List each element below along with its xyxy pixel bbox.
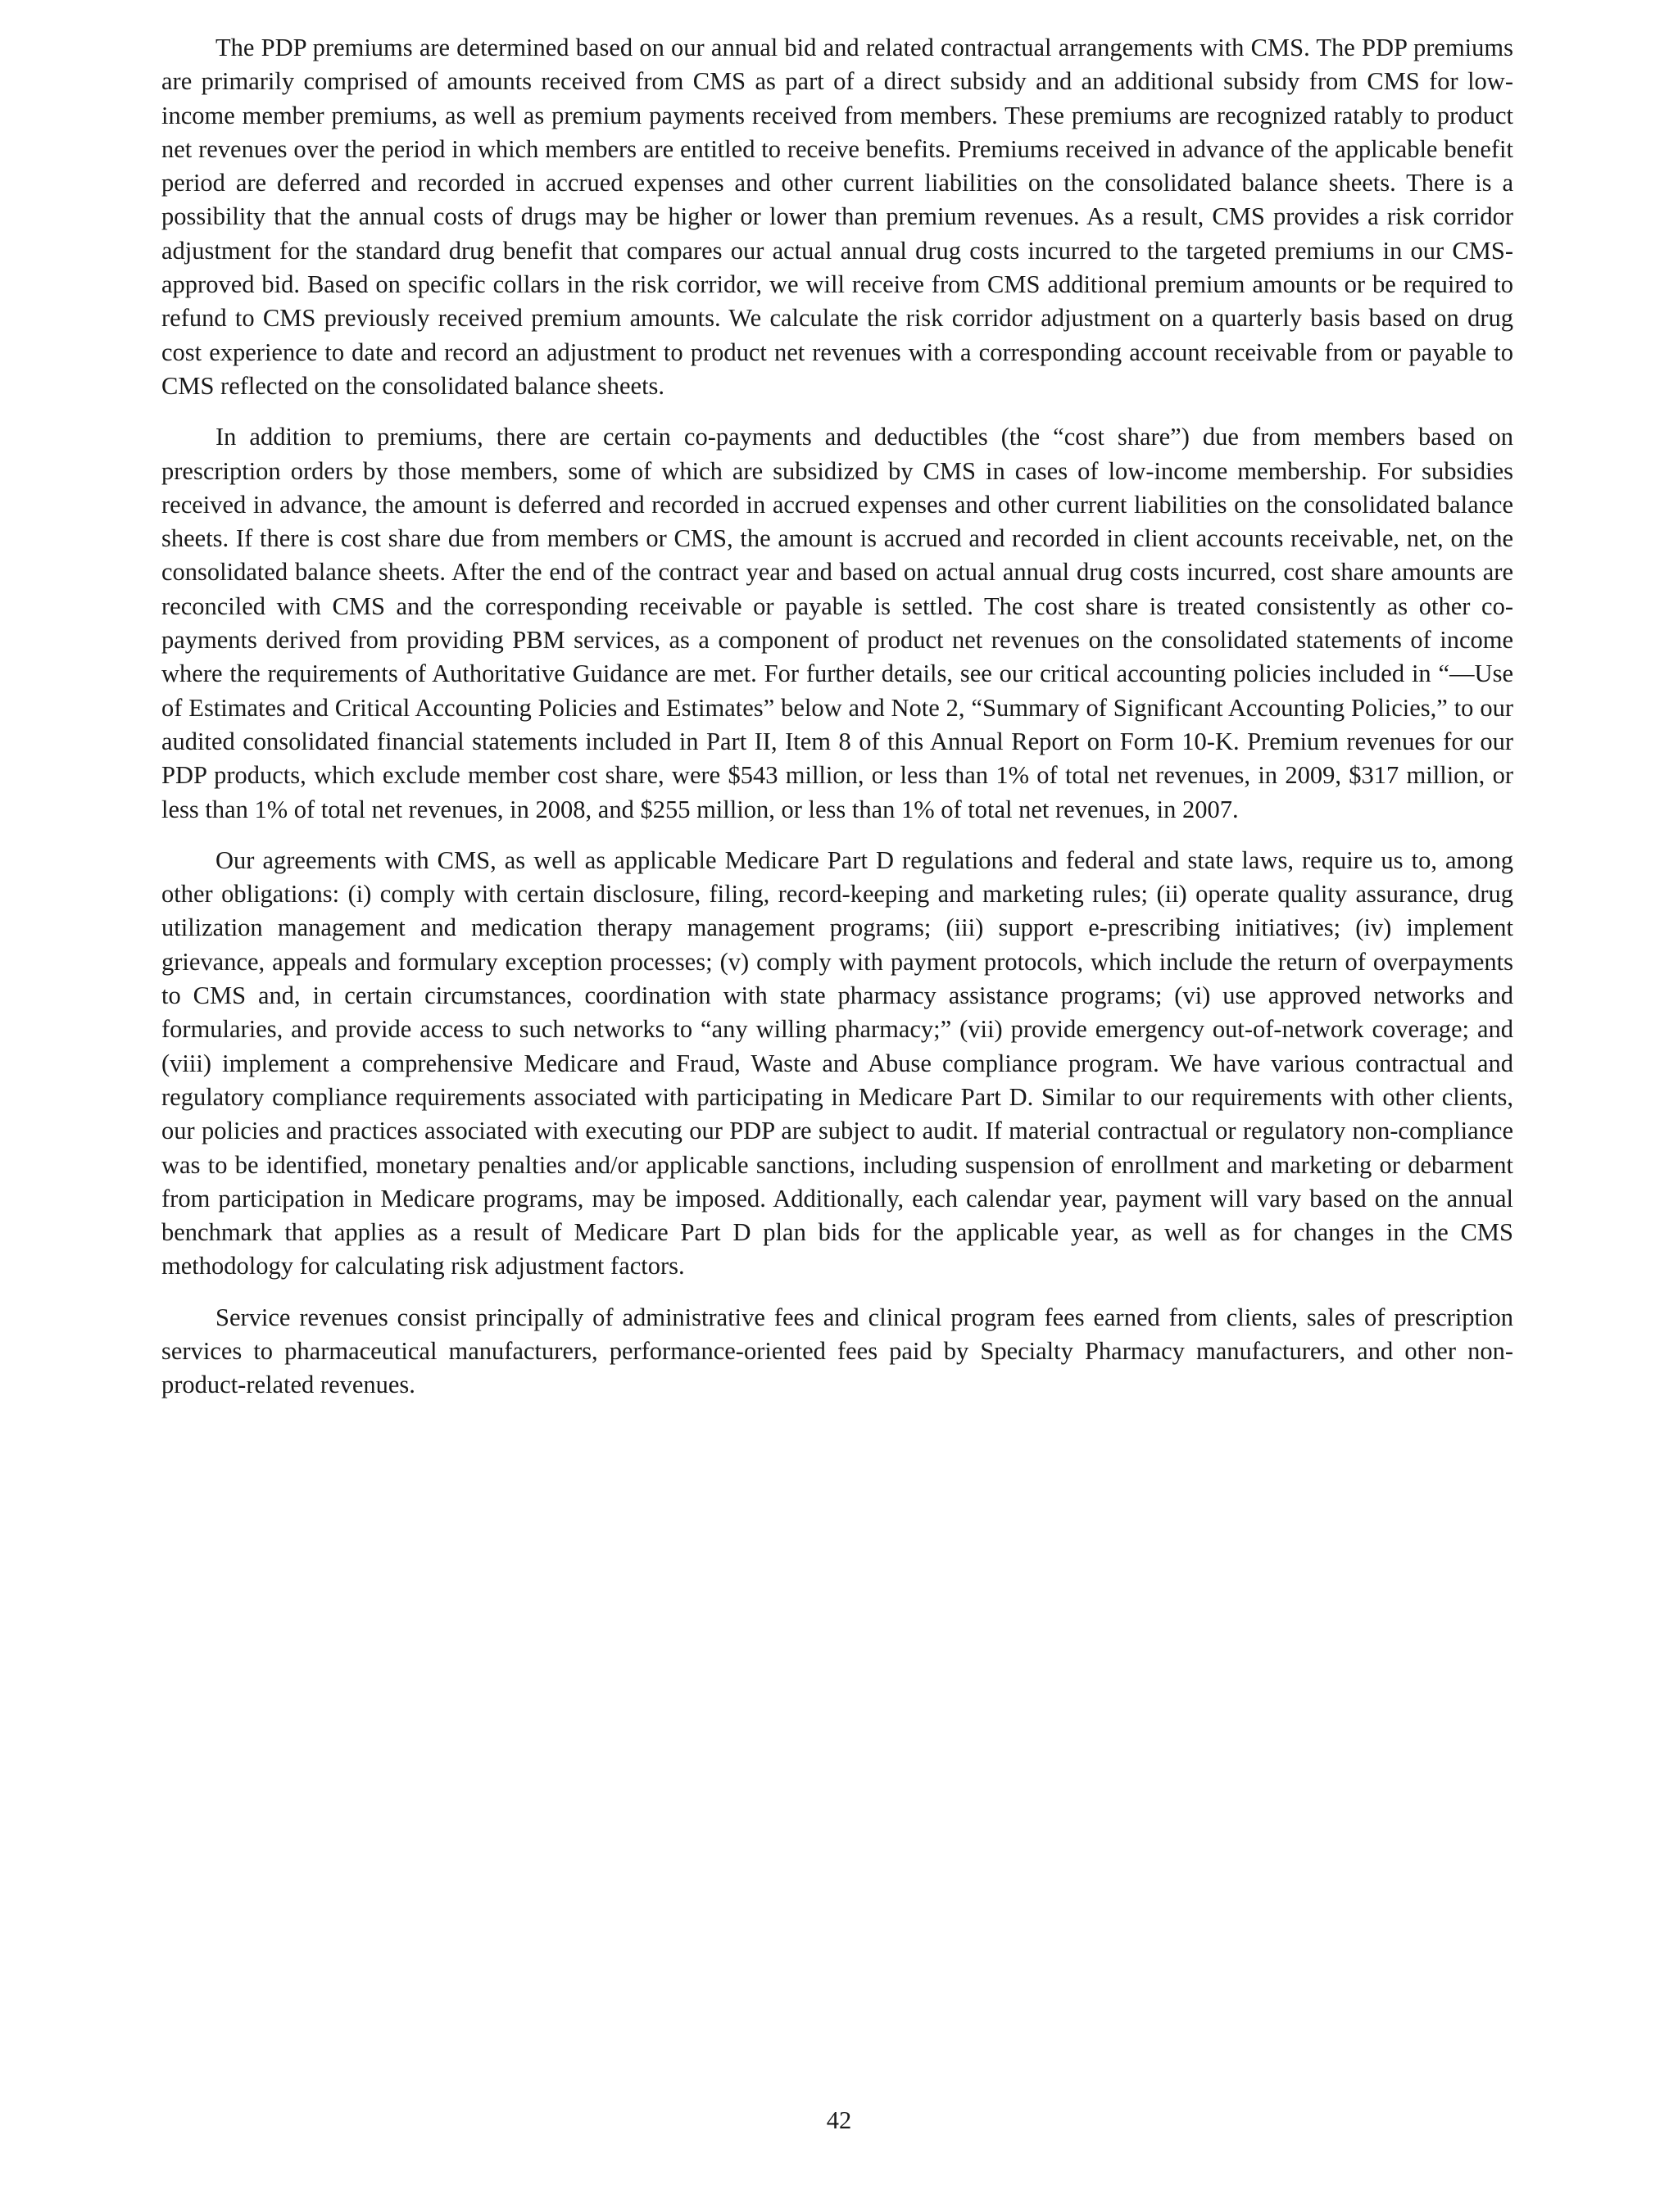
paragraph-pdp-premiums: The PDP premiums are determined based on our annual bid and related contractual arrangements with CMS. The PDP premiums are primarily comprised of amounts received from CMS as part of a direct subsidy and an additional subsidy from CMS for low-income member premiums, as well as premium payments received from members. These premiums are recognized ratably to product net revenues over the period in which members are entitled to receive benefits. Premiums received in advance of the applicable benefit period are deferred and recorded in accrued expenses and other current liabilities on the consolidated balance sheets. There is a possibility that the annual costs of drugs may be higher or lower than premium revenues. As a result, CMS provides a risk corridor adjustment for the standard drug benefit that compares our actual annual drug costs incurred to the targeted premiums in our CMS-approved bid. Based on specific collars in the risk corridor, we will receive from CMS additional premium amounts or be required to refund to CMS previously received premium amounts. We calculate the risk corridor adjustment on a quarterly basis based on drug cost experience to date and record an adjustment to product net revenues with a corresponding account receivable from or payable to CMS reflected on the consolidated balance sheets.: [161, 34, 1513, 400]
paragraph-cost-share: In addition to premiums, there are certain co-payments and deductibles (the “cost share”) due from members based on prescription orders by those members, some of which are subsidized by CMS in cases of low-income membership. For subsidies received in advance, the amount is deferred and recorded in accrued expenses and other current liabilities on the consolidated balance sheets. If there is cost share due from members or CMS, the amount is accrued and recorded in client accounts receivable, net, on the consolidated balance sheets. After the end of the contract year and based on actual annual drug costs incurred, cost share amounts are reconciled with CMS and the corresponding receivable or payable is settled. The cost share is treated consistently as other co-payments derived from providing PBM services, as a component of product net revenues on the consolidated statements of income where the requirements of Authoritative Guidance are met. For further details, see our critical accounting policies included in “—Use of Estimates and Critical Accounting Policies and Estimates” below and Note 2, “Summary of Significant Accounting Policies,” to our audited consolidated financial statements included in Part II, Item 8 of this Annual Report on Form 10-K. Premium revenues for our PDP products, which exclude member cost share, were $543 million, or less than 1% of total net revenues, in 2009, $317 million, or less than 1% of total net revenues, in 2008, and $255 million, or less than 1% of total net revenues, in 2007.: [161, 423, 1513, 823]
page-number: 42: [826, 2106, 852, 2134]
paragraph-cms-agreements: Our agreements with CMS, as well as applicable Medicare Part D regulations and federal and state laws, require us to, among other obligations: (i) comply with certain disclosure, filing, record-keeping and marketing rules; (ii) operate quality assurance, drug utilization management and medication therapy management programs; (iii) support e-prescribing initiatives; (iv) implement grievance, appeals and formulary exception processes; (v) comply with payment protocols, which include the return of overpayments to CMS and, in certain circumstances, coordination with state pharmacy assistance programs; (vi) use approved networks and formularies, and provide access to such networks to “any willing pharmacy;” (vii) provide emergency out-of-network coverage; and (viii) implement a comprehensive Medicare and Fraud, Waste and Abuse compliance program. We have various contractual and regulatory compliance requirements associated with participating in Medicare Part D. Similar to our requirements with other clients, our policies and practices associated with executing our PDP are subject to audit. If material contractual or regulatory non-compliance was to be identified, monetary penalties and/or applicable sanctions, including suspension of enrollment and marketing or debarment from participation in Medicare programs, may be imposed. Additionally, each calendar year, payment will vary based on the annual benchmark that applies as a result of Medicare Part D plan bids for the applicable year, as well as for changes in the CMS methodology for calculating risk adjustment factors.: [161, 845, 1513, 1281]
body-text: [161, 31, 1513, 1420]
paragraph-service-revenues: Service revenues consist principally of administrative fees and clinical program fees earned from clients, sales of prescription services to pharmaceutical manufacturers, performance-oriented fees paid by Specialty Pharmacy manufacturers, and other non-product-related revenues.: [161, 1303, 1513, 1399]
